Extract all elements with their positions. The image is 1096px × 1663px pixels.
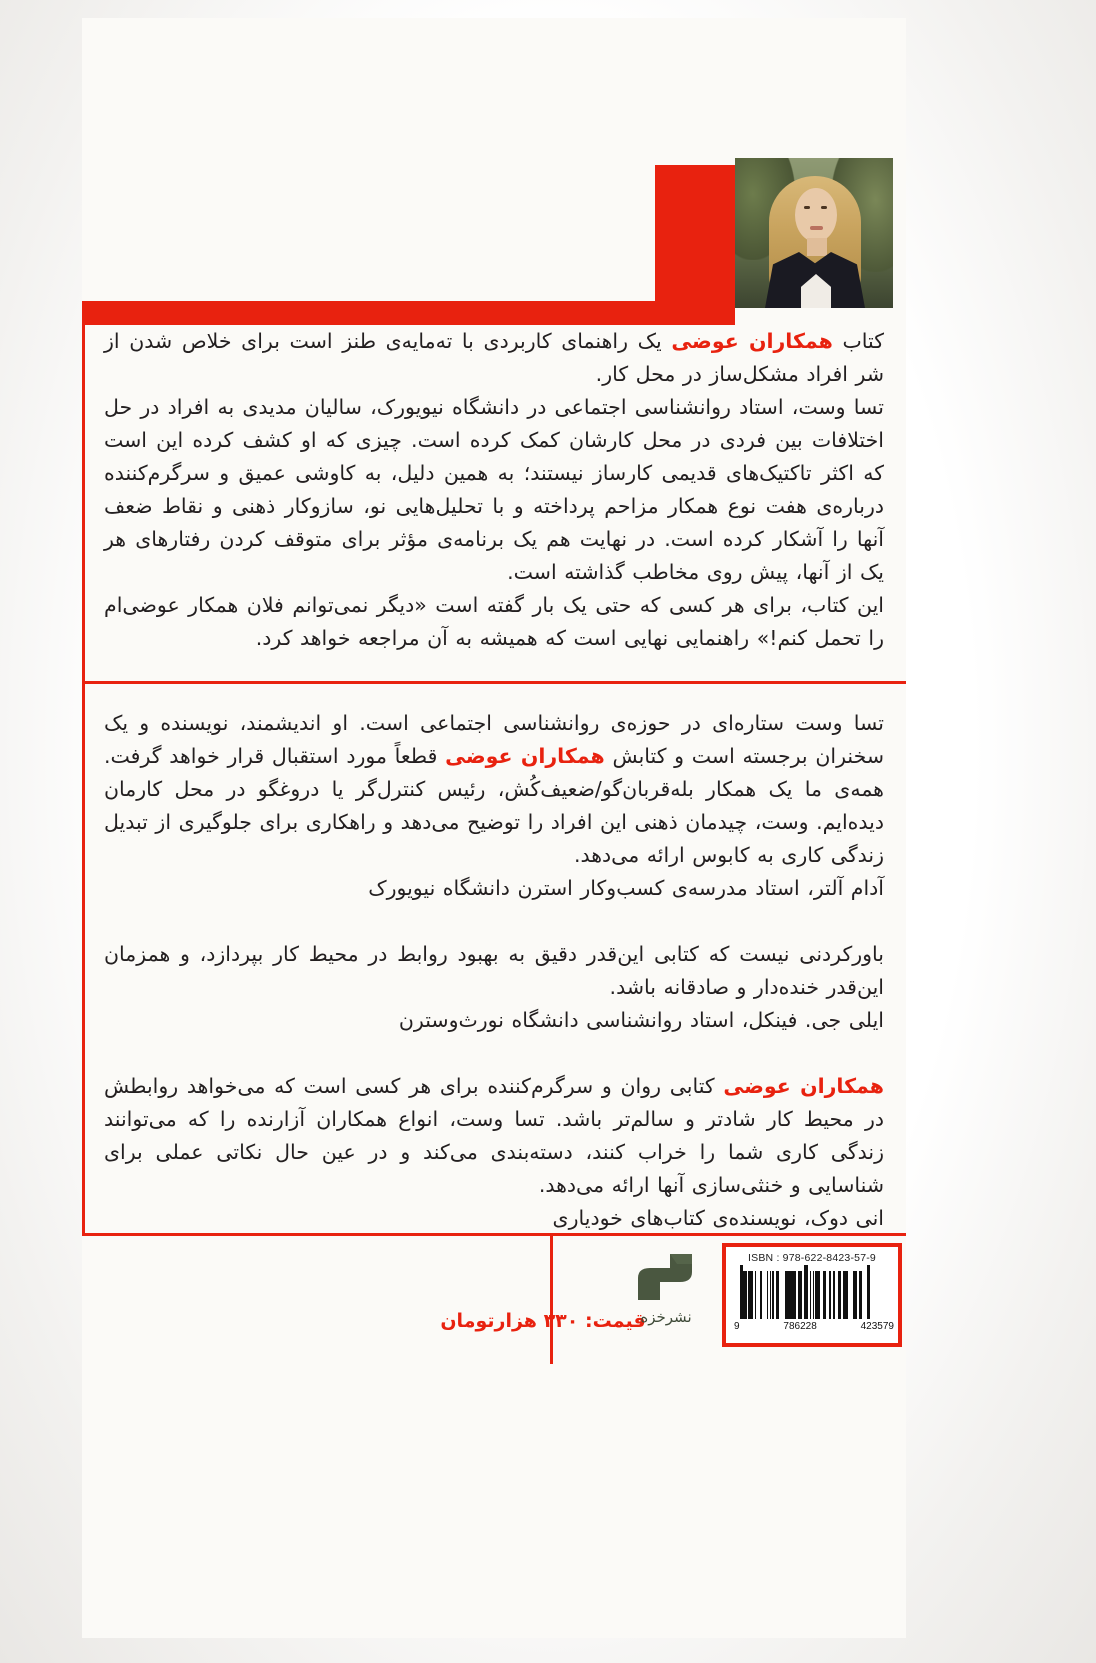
review-1-text — [104, 707, 884, 872]
price-label: قیمت: ۳۳۰ هزارتومان — [440, 1310, 646, 1332]
photo-eye-right — [821, 206, 827, 209]
review-3-text — [104, 1070, 884, 1202]
publisher-mark-icon — [630, 1248, 700, 1306]
publisher-name: نشرخزه — [640, 1308, 692, 1326]
photo-neck — [807, 238, 827, 256]
reviews-spacer-1 — [104, 905, 884, 938]
reviews-left-rule — [82, 681, 85, 1233]
review-3-attribution: انی دوک، نویسنده‌ی کتاب‌های خودیاری — [552, 1206, 884, 1230]
review-1-title-mention: همکاران عوضی — [445, 744, 605, 768]
photo-eye-left — [804, 206, 810, 209]
barcode-digits — [732, 1321, 896, 1332]
review-2-text — [104, 938, 884, 1004]
review-1-attribution: آدام آلتر، استاد مدرسه‌ی کسب‌وکار استرن دانشگاه نیویورک — [368, 876, 884, 900]
book-title-mention: همکاران عوضی — [671, 329, 833, 353]
reviews-text — [104, 707, 884, 1235]
review-3-post: کتابی روان و سرگرم‌کننده برای هر کسی است که می‌خواهد روابطش در محیط کار شادتر و سالم‌تر باشد. تسا وست، انواع همکاران آزارنده را که می‌توانند زندگی کاری شما را خراب کنند، دسته‌بندی می‌کند و در عین حال نکاتی عملی برای شناسایی و خنثی‌سازی آنها ارائه می‌دهد. — [104, 1074, 884, 1197]
reviews-spacer-2 — [104, 1037, 884, 1070]
blurb-paragraph-1 — [104, 325, 884, 391]
review-2-attribution: ایلی جی. فینکل، استاد روانشناسی دانشگاه نورث‌وسترن — [398, 1008, 884, 1032]
photo-mouth — [810, 226, 823, 230]
review-3-title-mention: همکاران عوضی — [723, 1074, 884, 1098]
footer-top-rule — [82, 1233, 906, 1236]
isbn-barcode — [740, 1271, 888, 1319]
blurb-paragraph-3: این کتاب، برای هر کسی که حتی یک بار گفته است «دیگر نمی‌توانم فلان همکار عوضی‌ام را تحمل کنم!» راهنمایی نهایی است که همیشه به آن مراجعه خواهد کرد. — [104, 593, 884, 650]
review-1-pre: تسا وست ستاره‌ای در حوزه‌ی روانشناسی اجتماعی است. او اندیشمند، نویسنده و یک سخنران برجسته است و کتابش — [104, 711, 884, 768]
review-1-post: قطعاً مورد استقبال قرار خواهد گرفت. همه‌ی ما یک همکار بله‌قربان‌گو/ضعیف‌کُش، رئیس کنترل‌گر یا دروغگو در محل کارمان دیده‌ایم. وست، چیدمان ذهنی این افراد را توضیح می‌دهد و راهکاری برای جلوگیری از تبدیل زندگی کاری به کابوس ارائه می‌دهد. — [104, 744, 884, 867]
isbn-text: ISBN : 978-622-8423-57-9 — [748, 1252, 876, 1264]
photo-face — [795, 188, 837, 242]
author-portrait-photo — [735, 158, 893, 308]
review-2-pre: باورکردنی نیست که کتابی این‌قدر دقیق به بهبود روابط در محیط کار بپردازد، و همزمان این‌قدر خنده‌دار و صادقانه باشد. — [104, 942, 884, 999]
barcode-digit-mid: 786228 — [783, 1321, 817, 1332]
isbn-box — [722, 1243, 902, 1347]
reviews-block — [82, 681, 906, 1233]
reviews-top-rule — [82, 681, 906, 684]
blurb-p1-pre: کتاب — [832, 329, 884, 353]
blurb-paragraph-2: تسا وست، استاد روانشناسی اجتماعی در دانشگاه نیویورک، سالیان مدیدی به افراد در حل اختلافات بین فردی در محل کارشان کمک کرده است. چیزی که او کشف کرده این است که اکثر تاکتیک‌های قدیمی کارساز نیستند؛ به همین دلیل، به کاوشی عمیق و سرگرم‌کننده درباره‌ی هفت نوع همکار مزاحم پرداخته و با تحلیل‌هایی نو، سازوکار ذهنی و نقاط ضعف آنها را آشکار کرده است. در نهایت هم یک برنامه‌ی مؤثر برای متوقف کردن رفتارهای هر یک از آنها، پیش روی مخاطب گذاشته است. — [104, 395, 884, 584]
barcode-digit-right: 423579 — [860, 1321, 894, 1332]
footer-vertical-rule — [550, 1236, 553, 1364]
publisher-logo — [622, 1246, 710, 1342]
blurb-left-rule — [82, 304, 85, 681]
cover-canvas — [82, 18, 906, 1638]
blurb-text — [104, 325, 884, 655]
barcode-digit-left: 9 — [734, 1321, 740, 1332]
blurb-block — [82, 301, 906, 681]
blurb-p1-post: یک راهنمای کاربردی با ته‌مایه‌ی طنز است برای خلاص شدن از شر افراد مشکل‌ساز در محل کار. — [104, 329, 884, 386]
